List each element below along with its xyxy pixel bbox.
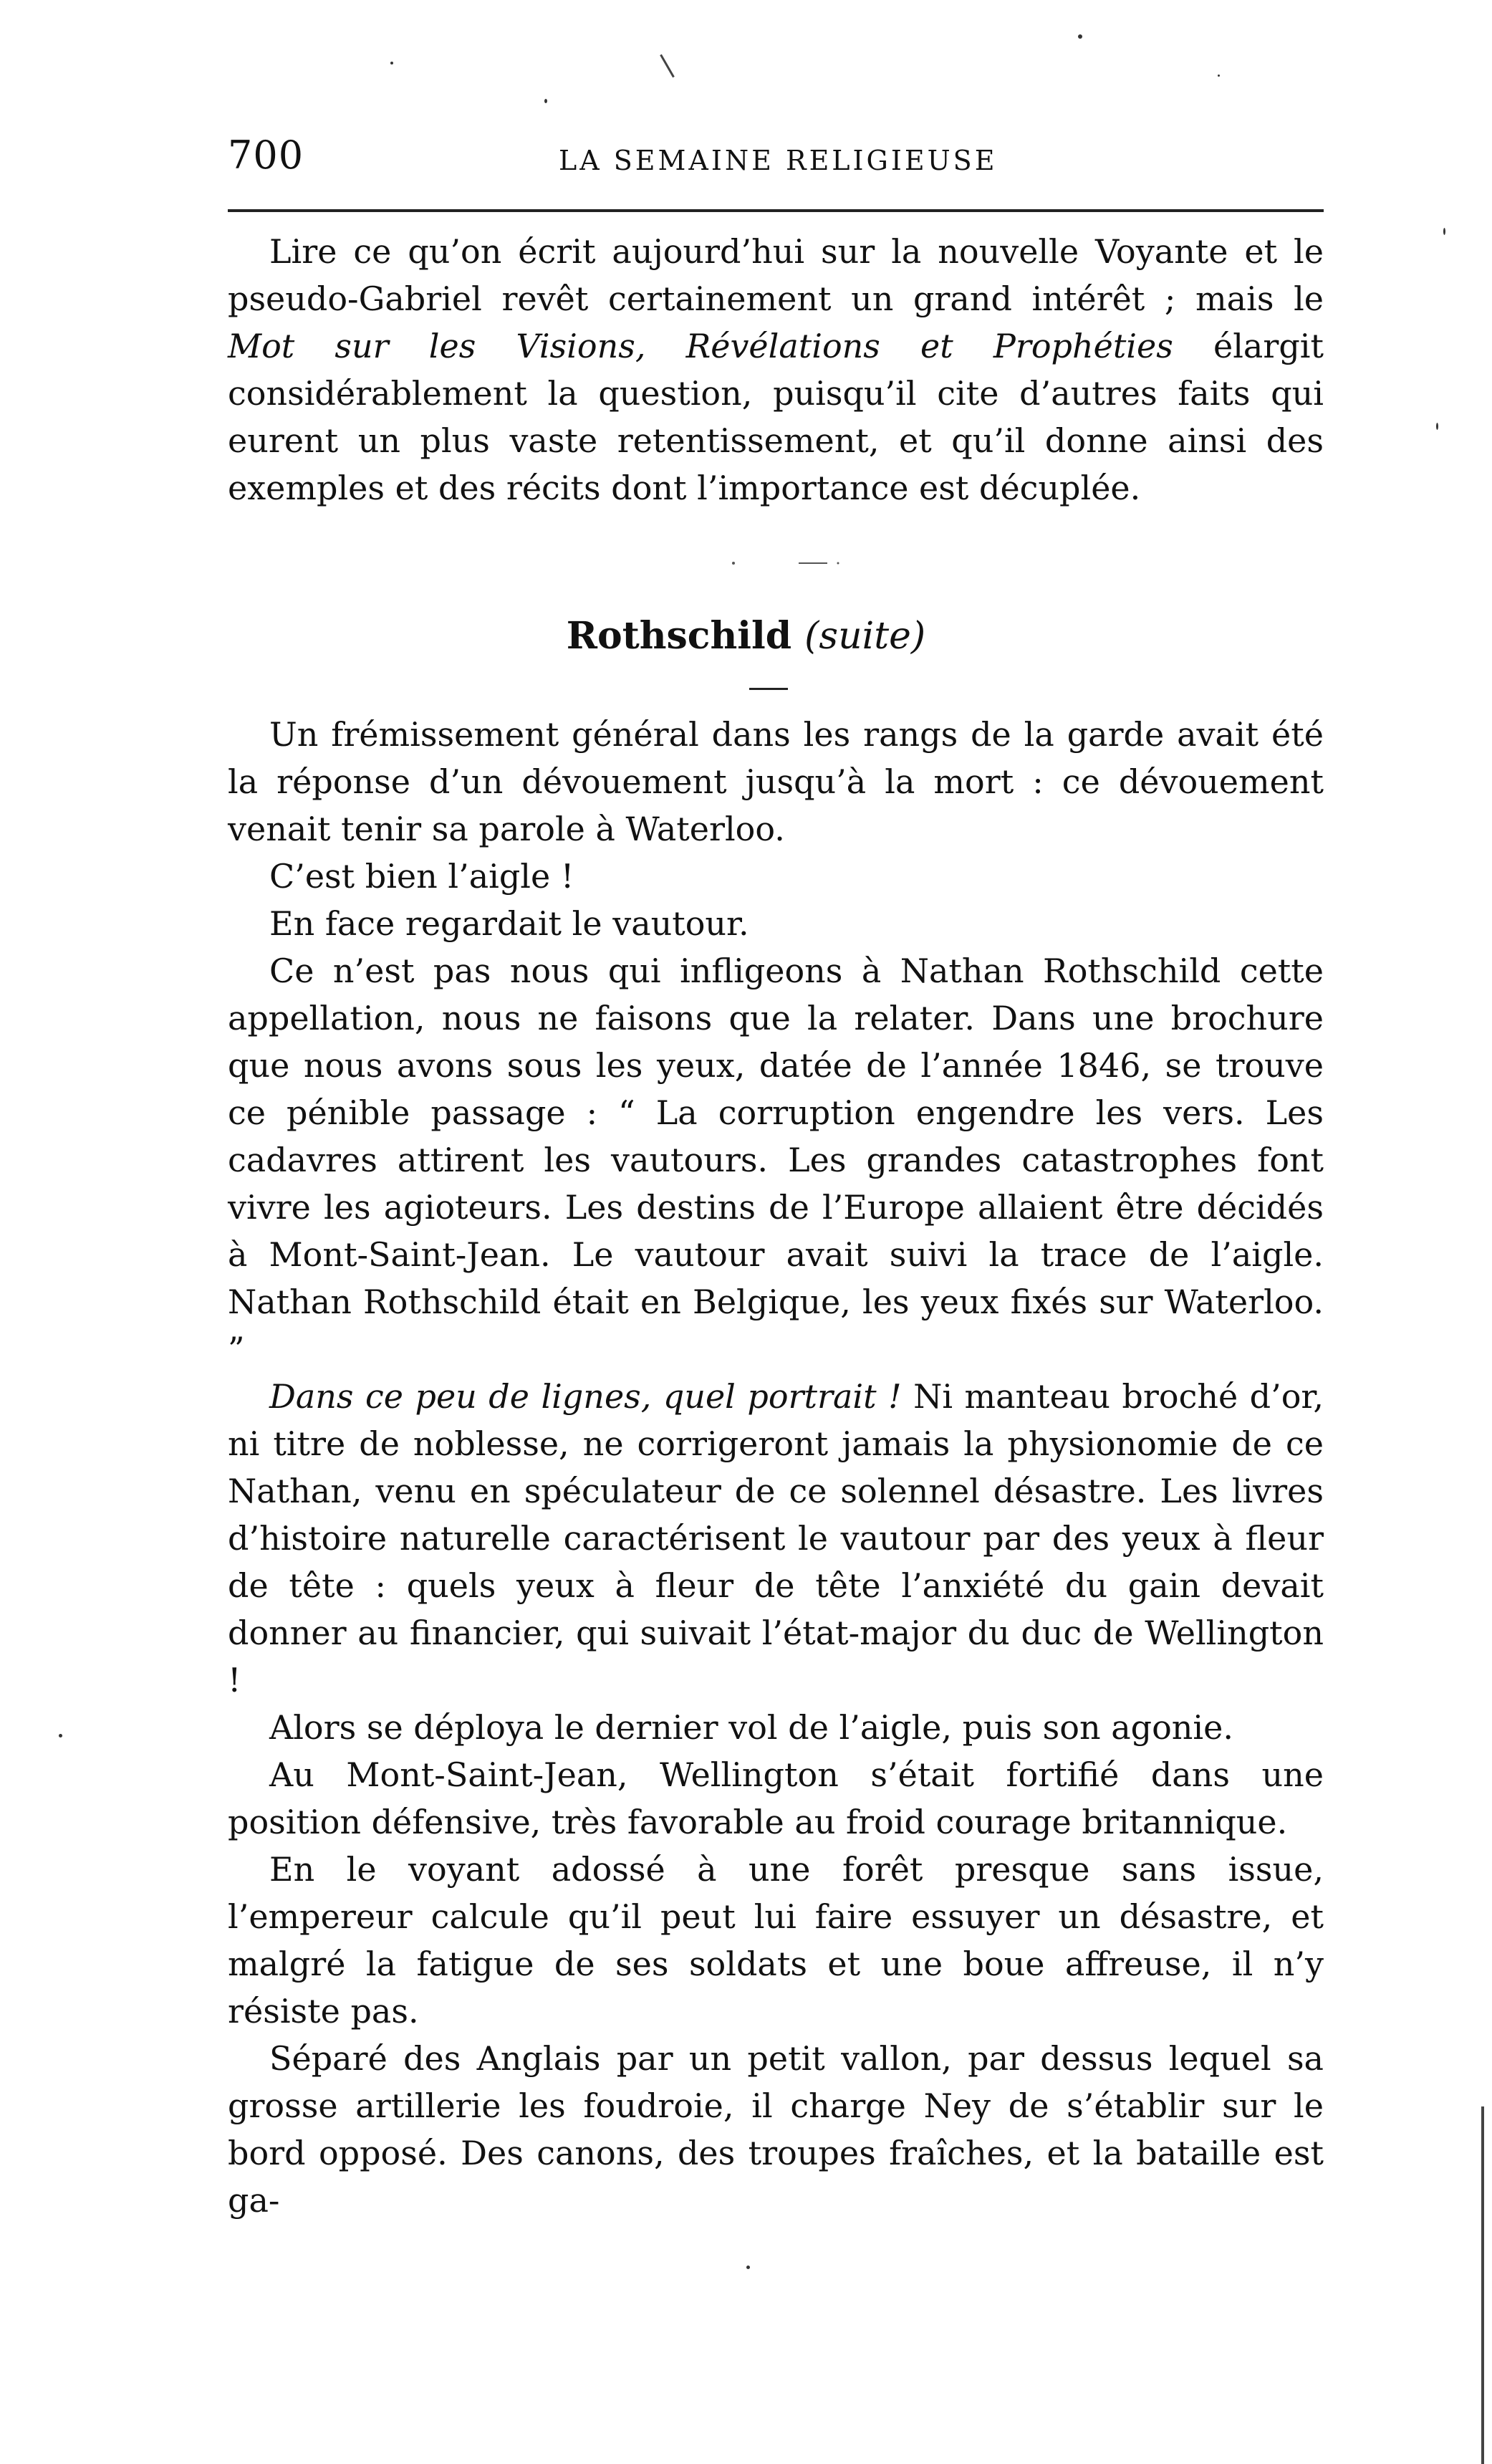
scan-speck: [390, 62, 393, 64]
section-separator: [731, 559, 917, 567]
scan-speck: [1078, 34, 1082, 39]
intro-lead: Lire ce qu’on écrit aujourd’hui sur la nouvelle Voyante et le pseudo-Gabriel revêt certainement un grand intérêt ; mais le: [228, 232, 1324, 318]
section-title-text: Rothschild: [566, 614, 792, 658]
scan-speck: [1218, 75, 1220, 77]
paragraph: En face regardait le vautour.: [269, 904, 749, 943]
portrait-lead: Dans ce peu de lignes, quel portrait !: [269, 1377, 902, 1416]
section-title-suite: (suite): [804, 615, 926, 658]
intro-rest: élargit considérablement la question, puisqu’il cite d’autres faits qui eurent un plus vaste retentissement, et qu’il donne ainsi des exemples et des récits dont l’importance est décuplée.: [228, 327, 1324, 507]
paragraph: Ce n’est pas nous qui infligeons à Nathan Rothschild cette appellation, nous ne faisons que la relater. Dans une brochure que nous avons sous les yeux, datée de l’année 1846, se trouve ce pénible passage : “ La corruption engendre les vers. Les cadavres attirent les vautours. Les grandes catastrophes font vivre les agioteurs. Les destins de l’Europe allaient être décidés à Mont-Saint-Jean. Le vautour avait suivi la trace de l’aigle. Nathan Rothschild était en Belgique, les yeux fixés sur Waterloo. ”: [228, 951, 1324, 1368]
paragraph: Un frémissement général dans les rangs de la garde avait été la réponse d’un dévouement jusqu’à la mort : ce dévouement venait tenir sa parole à Waterloo.: [228, 715, 1324, 848]
paragraph: Alors se déploya le dernier vol de l’aigle, puis son agonie.: [269, 1708, 1233, 1747]
paragraph: En le voyant adossé à une forêt presque sans issue, l’empereur calcule qu’il peut lui faire essuyer un désastre, et malgré la fatigue de ses soldats et une boue affreuse, il n’y résiste pas.: [228, 1850, 1324, 2031]
portrait-rest: Ni manteau broché d’or, ni titre de noblesse, ne corrigeront jamais la physionomie de ce Nathan, venu en spéculateur de ce solennel désastre. Les livres d’histoire naturelle caractérisent le vautour par des yeux à fleur de tête : quels yeux à fleur de tête l’anxiété du gain devait donner au financier, qui suivait l’état-major du duc de Wellington !: [228, 1377, 1324, 1700]
scan-speck: [59, 1734, 62, 1737]
intro-text: [228, 228, 1324, 512]
page-number: 700: [228, 133, 304, 178]
scan-edge-line: [660, 54, 675, 78]
intro-work-title: Mot sur les Visions, Révélations et Prophéties: [228, 327, 1173, 365]
paragraph-portrait: [228, 1373, 1324, 1704]
paragraph: Séparé des Anglais par un petit vallon, par dessus lequel sa grosse artillerie les foudroie, il charge Ney de s’établir sur le bord opposé. Des canons, des troupes fraîches, et la bataille est ga-: [228, 2039, 1324, 2220]
header-rule: [228, 209, 1324, 212]
running-head: LA SEMAINE RELIGIEUSE: [559, 145, 998, 176]
paragraph: Au Mont-Saint-Jean, Wellington s’était fortifié dans une position défensive, très favorable au froid courage britannique.: [228, 1755, 1324, 1841]
article-body: [228, 711, 1324, 2224]
scan-speck: [746, 2266, 750, 2269]
scan-speck: [1436, 423, 1438, 430]
title-rule: [749, 688, 788, 690]
scan-speck: [1443, 228, 1445, 235]
scan-edge-line: [1481, 2106, 1484, 2464]
section-title: [0, 614, 1492, 658]
paragraph: C’est bien l’aigle !: [269, 857, 574, 896]
intro-paragraph: [228, 228, 1324, 512]
scan-speck: [544, 99, 547, 103]
